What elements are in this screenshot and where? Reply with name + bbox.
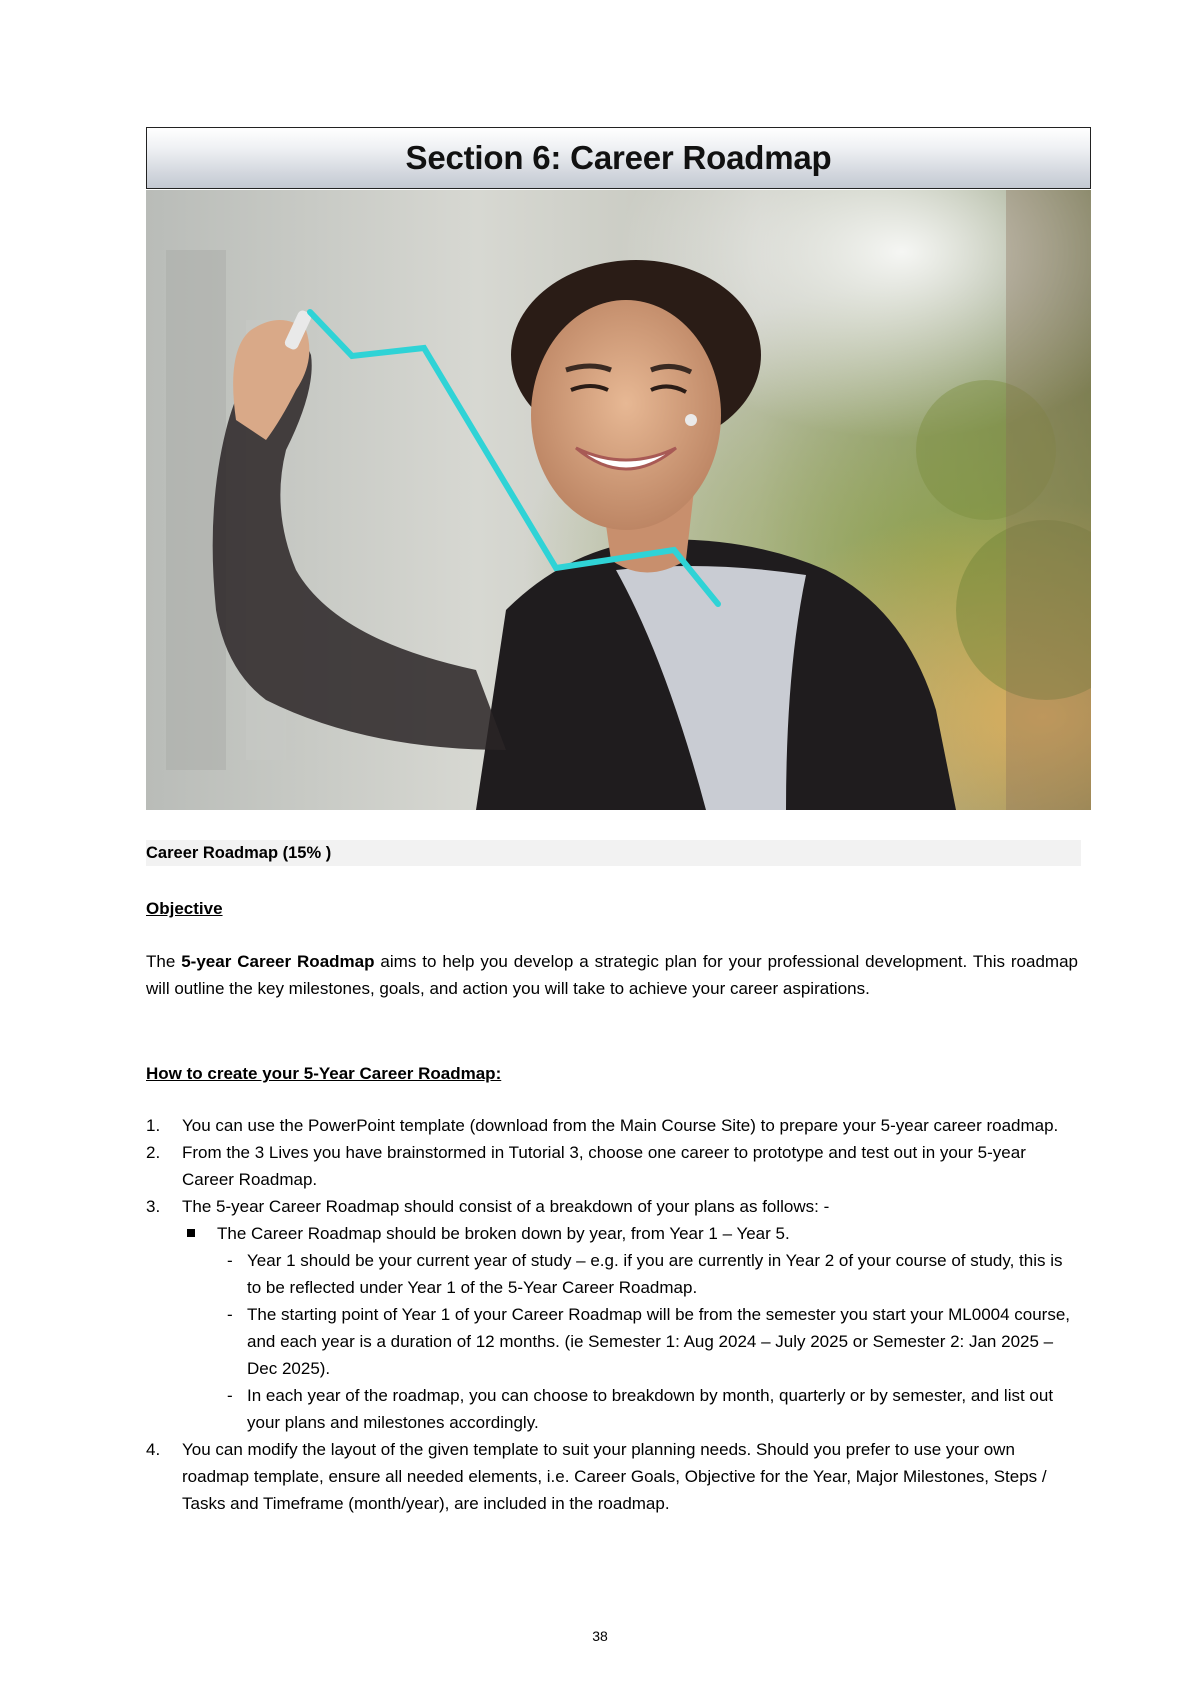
- list-text: From the 3 Lives you have brainstormed in Tutorial 3, choose one career to prototype and test out in your 5-year Career Roadmap.: [182, 1143, 1026, 1189]
- section-label: Career Roadmap (15% ): [146, 843, 332, 862]
- woman-drawing-chart-icon: [146, 190, 1091, 810]
- list-number: 4.: [146, 1440, 161, 1459]
- dash-marker: -: [227, 1251, 233, 1270]
- list-text: You can modify the layout of the given template to suit your planning needs. Should you prefer to use your own roadmap template, ensure all needed elements, i.e. Career Goals, Objective for the Year, Major Milestones, Steps / Tasks and Timeframe (month/year), are included in the roadmap.: [182, 1440, 1047, 1513]
- objective-text-pre: The: [146, 952, 182, 971]
- list-number: 2.: [146, 1143, 161, 1162]
- objective-text-bold: 5-year Career Roadmap: [181, 952, 375, 971]
- dash-marker: -: [227, 1386, 233, 1405]
- dash-item: [146, 1247, 1078, 1301]
- list-number: 1.: [146, 1116, 161, 1135]
- list-text: The 5-year Career Roadmap should consist of a breakdown of your plans as follows: -: [182, 1197, 830, 1216]
- list-item: [146, 1112, 1078, 1139]
- dash-item: [146, 1301, 1078, 1382]
- page-number: 38: [592, 1628, 608, 1644]
- career-photo: [146, 190, 1091, 810]
- objective-heading: Objective: [146, 899, 223, 918]
- objective-paragraph: [146, 948, 1078, 1002]
- dash-text: The starting point of Year 1 of your Career Roadmap will be from the semester you start your ML0004 course, and each year is a duration of 12 months. (ie Semester 1: Aug 2024 – July 2025 or Semester 2: Jan 2025 – Dec 2025).: [247, 1305, 1071, 1378]
- list-item: [146, 1139, 1078, 1193]
- dash-item: [146, 1382, 1078, 1436]
- howto-heading: How to create your 5-Year Career Roadmap:: [146, 1064, 502, 1083]
- list-text: You can use the PowerPoint template (download from the Main Course Site) to prepare your 5-year career roadmap.: [182, 1116, 1059, 1135]
- dash-marker: -: [227, 1305, 233, 1324]
- section-label-bar: [146, 840, 1081, 866]
- objective-text-post: aims to help you develop a strategic plan for your professional development. This roadmap will outline the key milestones, goals, and action you will take to achieve your career aspirations.: [146, 952, 1078, 998]
- square-bullet-icon: [187, 1229, 195, 1237]
- bullet-item: [146, 1220, 1078, 1247]
- list-number: 3.: [146, 1197, 161, 1216]
- list-item: [146, 1436, 1078, 1517]
- howto-list: [146, 1112, 1078, 1517]
- section-title: Section 6: Career Roadmap: [405, 139, 832, 176]
- bullet-text: The Career Roadmap should be broken down by year, from Year 1 – Year 5.: [217, 1224, 790, 1243]
- dash-text: In each year of the roadmap, you can choose to breakdown by month, quarterly or by semester, and list out your plans and milestones accordingly.: [247, 1386, 1054, 1432]
- list-item: [146, 1193, 1078, 1220]
- section-title-box: [146, 127, 1091, 189]
- dash-text: Year 1 should be your current year of study – e.g. if you are currently in Year 2 of your course of study, this is to be reflected under Year 1 of the 5-Year Career Roadmap.: [247, 1251, 1063, 1297]
